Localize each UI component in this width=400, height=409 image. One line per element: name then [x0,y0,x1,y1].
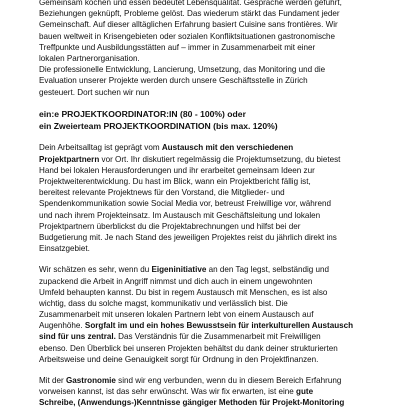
paragraph-line [39,375,397,386]
paragraph-line [39,320,397,331]
job-posting-document [39,0,397,409]
requirements-paragraph [39,375,397,409]
tasks-paragraph [39,142,397,254]
intro-paragraph [39,0,397,98]
bold-text-run: Gastronomie [66,376,116,386]
intro-line: bauen weltweit in Krisengebieten oder sozialen Konfliktsituationen gastronomische [39,31,336,41]
intro-line: Gemeinsam kochen und essen bedeutet Lebensqualität. Gespräche werden geführt, [39,0,342,7]
paragraph-line [39,397,397,408]
paragraph-line: Budgetierung mit. Je nach Stand des jeweiligen Projektes reist du jährlich direkt ins [39,232,337,242]
intro-line: Evaluation unserer Projekte werden durch unsere Geschäftsstelle in Zürich [39,76,308,86]
text-run: an den Tag legst, selbständig und [206,265,330,275]
text-run: Mit der [39,376,66,386]
paragraph-line: Umfeld behaupten kannst. Du bist in regem Austausch mit Menschen, es ist also [39,287,328,297]
intro-line: Treffpunkte und Ausbildungsstätten auf – immer in Zusammenarbeit mit einer [39,42,316,52]
text-run: Dein Arbeitsalltag ist geprägt vom [39,143,162,153]
bold-text-run: Austausch mit den verschiedenen [161,143,294,153]
text-run: vor Ort. Ihr diskutiert regelmässig die Projektumsetzung, du bietest [99,154,341,164]
paragraph-line: zupackend die Arbeit in Angriff nimmst und dich auch in einem ungewohnten [39,276,313,286]
paragraph-line: Projektweiterentwicklung. Du hast im Blick, wann ein Projektbericht fällig ist, [39,177,311,187]
intro-line: lokalen Partnerorganisation. [39,53,140,63]
paragraph-line [39,154,397,165]
text-run: vorweisen kannst, ist das sehr erwünscht. Was wir fix erwarten, ist eine [39,387,296,397]
paragraph-line: Arbeitsweise und deine Genauigkeit sorgt für Ordnung in den Projektfinanzen. [39,354,319,364]
paragraph-line [39,142,397,153]
paragraph-line: ebenso. Den Überblick bei unseren Projekten behältst du dank deiner strukturierten [39,343,338,353]
bold-text-run: Eigeninitiative [151,265,207,275]
bold-text-run: sind für uns zentral. [39,332,116,342]
heading-line-2: ein Zweierteam PROJEKTKOORDINATION (bis max. 120%) [39,121,278,132]
intro-line: Gemeinschaft. Auf dieser alltäglichen Erfahrung basiert Cuisine sans frontières. Wir [39,20,338,30]
text-run: Das Verständnis für die Zusammenarbeit mit Freiwilligen [115,332,321,342]
intro-line: gesteuert. Dort suchen wir nun [39,87,150,97]
paragraph-line: Spendenkommunikation sowie Social Media vor, betreust Freiwillige vor, während [39,199,331,209]
bold-text-run: Projektpartnern [39,154,100,164]
position-heading [39,108,397,133]
paragraph-line: bereitest relevante Projektnews für den Vorstand, die Mitglieder- und [39,188,285,198]
paragraph-line: und nach ihrem Projekteinsatz. Im Austausch mit Geschäftsleitung und lokalen [39,210,321,220]
intro-line: Die professionelle Entwicklung, Lancierung, Umsetzung, das Monitoring und die [39,65,326,75]
paragraph-line: Zusammenarbeit mit unseren lokalen Partnern lebt von einem Austausch auf [39,310,314,320]
paragraph-line [39,386,397,397]
paragraph-line [39,264,397,275]
paragraph-line: Projektpartnern überblickst du die Projektabrechnungen und hilfst bei der [39,221,301,231]
paragraph-line: Hand bei lokalen Herausforderungen und ihr erarbeitet gemeinsam Ideen zur [39,165,315,175]
bold-text-run: Sorgfalt im und ein hohes Bewusstsein für interkulturellen Austausch [84,321,354,331]
heading-line-1: ein:e PROJEKTKOORDINATOR:IN (80 - 100%) oder [39,108,246,119]
text-run: sind wir eng verbunden, wenn du in diesem Bereich Erfahrung [115,376,342,386]
text-run: Augenhöhe. [39,321,85,331]
profile-paragraph [39,264,397,365]
bold-text-run: gute [296,387,314,397]
intro-line: Beziehungen geknüpft, Probleme gelöst. Das wiederum stärkt das Fundament jeder [39,9,340,19]
text-run: Wir schätzen es sehr, wenn du [39,265,152,275]
bold-text-run: Schreibe, (Anwendungs-)Kenntnisse gängiger Methoden für Projekt-Monitoring [39,398,345,408]
paragraph-line: wichtig, dass du solche magst, kommunikativ und verlässlich bist. Die [39,298,288,308]
paragraph-line: Einsatzgebiet. [39,244,90,254]
paragraph-line [39,331,397,342]
